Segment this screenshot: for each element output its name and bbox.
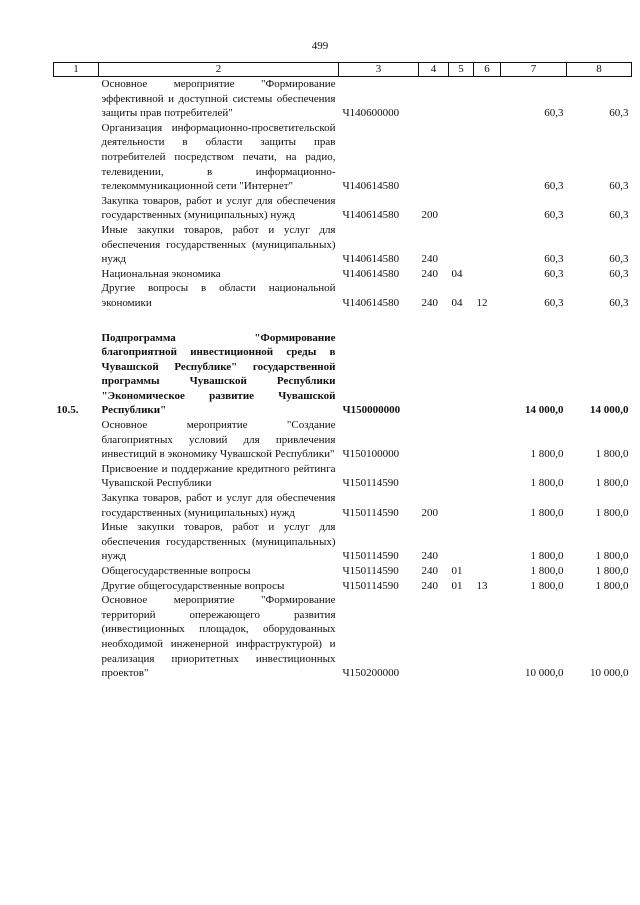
row-value-1: 1 800,0 (530, 579, 564, 592)
row-number (54, 462, 99, 491)
row-rz (449, 418, 474, 462)
header-cell: 6 (474, 63, 501, 77)
row-code: Ч150200000 (342, 667, 400, 680)
row-name: Общегосударственные вопросы (101, 565, 251, 577)
row-value-1: 1 800,0 (530, 448, 564, 461)
row-pr (474, 331, 501, 419)
table-row (54, 281, 632, 310)
row-value-1: 60,3 (544, 209, 564, 222)
row-rz: 01 (451, 565, 463, 577)
row-value-2: 60,3 (609, 267, 629, 280)
row-number (54, 491, 99, 520)
row-pr (474, 564, 501, 579)
row-vr (419, 593, 449, 681)
row-code: Ч150114590 (342, 579, 399, 592)
row-code: Ч140614580 (342, 180, 400, 193)
table-row (54, 418, 632, 462)
row-vr: 200 (421, 506, 438, 519)
row-pr (474, 121, 501, 194)
table-row (54, 121, 632, 194)
row-pr: 13 (476, 579, 488, 592)
row-vr: 240 (421, 579, 438, 592)
row-name: Иные закупки товаров, работ и услуг для обеспечения государственных (муниципальных) нужд (101, 521, 336, 563)
row-number: 10.5. (56, 404, 79, 417)
row-code: Ч150114590 (342, 477, 399, 490)
row-rz (449, 223, 474, 267)
row-code: Ч150000000 (342, 404, 401, 417)
spacer-cell (54, 311, 632, 331)
table-row (54, 520, 632, 564)
row-code: Ч140614580 (342, 296, 400, 309)
row-value-1: 10 000,0 (525, 667, 564, 680)
row-rz (449, 593, 474, 681)
row-number (54, 194, 99, 223)
row-pr (474, 418, 501, 462)
row-code: Ч150114590 (342, 550, 399, 563)
row-pr (474, 194, 501, 223)
row-value-1: 1 800,0 (530, 565, 564, 577)
row-name: Подпрограмма "Формирование благоприятной инвестиционной среды в Чувашской Республике" государственной программы Чувашской Республики "Экономическое развитие Чувашской Республики" (101, 331, 336, 417)
row-rz (449, 77, 474, 121)
row-value-1: 1 800,0 (530, 506, 564, 519)
row-number (54, 267, 99, 282)
table-row (54, 564, 632, 579)
page-number: 499 (311, 40, 329, 52)
table-row (54, 194, 632, 223)
header-cell: 4 (419, 63, 449, 77)
row-vr: 240 (421, 253, 438, 266)
row-rz: 04 (451, 267, 463, 280)
row-value-2: 60,3 (609, 296, 629, 309)
row-name: Другие вопросы в области национальной экономики (101, 282, 336, 309)
row-code: Ч140600000 (342, 107, 400, 120)
row-value-2: 1 800,0 (595, 565, 629, 577)
row-number (54, 579, 99, 594)
row-vr (419, 331, 449, 419)
row-rz (449, 331, 474, 419)
row-name: Основное мероприятие "Создание благоприятных условий для привлечения инвестиций в экономику Чувашской Республики" (101, 419, 336, 461)
row-name: Основное мероприятие "Формирование эффективной и доступной системы обеспечения защиты прав потребителей" (101, 78, 336, 120)
row-number (54, 418, 99, 462)
row-number (54, 223, 99, 267)
row-rz (449, 194, 474, 223)
row-value-1: 60,3 (544, 107, 564, 120)
row-code: Ч150114590 (342, 565, 399, 577)
row-value-2: 60,3 (609, 180, 629, 193)
row-vr (419, 418, 449, 462)
row-name: Присвоение и поддержание кредитного рейтинга Чувашской Республики (101, 462, 336, 490)
row-number (54, 520, 99, 564)
row-value-2: 1 800,0 (595, 550, 629, 563)
row-number (54, 564, 99, 579)
row-number (54, 281, 99, 310)
row-pr (474, 77, 501, 121)
table-row (54, 331, 632, 419)
row-value-2: 1 800,0 (595, 579, 629, 592)
header-cell: 5 (449, 63, 474, 77)
table-row (54, 491, 632, 520)
header-cell: 2 (99, 63, 339, 77)
row-value-2: 60,3 (609, 253, 629, 266)
row-pr (474, 520, 501, 564)
row-code: Ч140614580 (342, 253, 400, 266)
row-code: Ч140614580 (342, 209, 400, 222)
row-code: Ч150100000 (342, 448, 400, 461)
row-pr (474, 593, 501, 681)
row-code: Ч150114590 (342, 506, 399, 519)
row-value-1: 1 800,0 (530, 550, 564, 563)
row-number (54, 77, 99, 121)
row-vr: 240 (421, 296, 438, 309)
row-vr: 240 (421, 565, 438, 577)
row-value-1: 14 000,0 (525, 404, 564, 417)
budget-table (53, 62, 632, 681)
row-pr (474, 462, 501, 491)
row-value-1: 60,3 (544, 180, 564, 193)
row-name: Основное мероприятие "Формирование территорий опережающего развития (инвестиционных площадок, оборудованных необходимой инженерной инфраструктурой) и реализация приоритетных инвестиционных проектов" (101, 594, 336, 680)
row-name: Иные закупки товаров, работ и услуг для обеспечения государственных (муниципальных) нужд (101, 223, 336, 266)
row-name: Организация информационно-просветительской деятельности в области защиты прав потребителей посредством печати, на радио, телевидении, в информационно-телекоммуникационной сети "Интернет" (101, 121, 336, 193)
row-pr (474, 223, 501, 267)
header-cell: 7 (501, 63, 567, 77)
row-number (54, 121, 99, 194)
header-cell: 3 (339, 63, 419, 77)
table-header-row (54, 63, 632, 77)
row-value-2: 1 800,0 (595, 448, 629, 461)
row-pr: 12 (476, 296, 488, 309)
row-value-1: 60,3 (544, 253, 564, 266)
row-rz (449, 520, 474, 564)
row-rz (449, 121, 474, 194)
row-rz (449, 462, 474, 491)
row-name: Закупка товаров, работ и услуг для обеспечения государственных (муниципальных) нужд (101, 194, 336, 222)
row-value-1: 1 800,0 (530, 477, 564, 490)
row-pr (474, 267, 501, 282)
row-rz: 04 (451, 296, 463, 309)
row-name: Национальная экономика (101, 267, 221, 280)
table-row (54, 462, 632, 491)
row-rz (449, 491, 474, 520)
row-value-2: 60,3 (609, 209, 629, 222)
row-spacer (54, 311, 632, 331)
row-vr (419, 121, 449, 194)
row-vr (419, 462, 449, 491)
row-value-1: 60,3 (544, 267, 564, 280)
row-vr: 240 (421, 267, 438, 280)
row-vr (419, 77, 449, 121)
table-row (54, 223, 632, 267)
row-value-2: 60,3 (609, 107, 629, 120)
row-pr (474, 491, 501, 520)
table-row (54, 593, 632, 681)
table-row (54, 77, 632, 121)
row-number (54, 593, 99, 681)
row-value-2: 14 000,0 (590, 404, 629, 417)
row-value-2: 1 800,0 (595, 506, 629, 519)
header-cell: 8 (567, 63, 632, 77)
header-cell: 1 (54, 63, 99, 77)
row-rz: 01 (451, 579, 463, 592)
row-value-1: 60,3 (544, 296, 564, 309)
row-vr: 240 (421, 550, 438, 563)
row-vr: 200 (421, 209, 438, 222)
row-value-2: 1 800,0 (595, 477, 629, 490)
row-name: Другие общегосударственные вопросы (101, 579, 285, 592)
row-code: Ч140614580 (342, 267, 400, 280)
row-value-2: 10 000,0 (590, 667, 629, 680)
table-row (54, 267, 632, 282)
row-name: Закупка товаров, работ и услуг для обеспечения государственных (муниципальных) нужд (101, 492, 336, 519)
table-row (54, 579, 632, 594)
